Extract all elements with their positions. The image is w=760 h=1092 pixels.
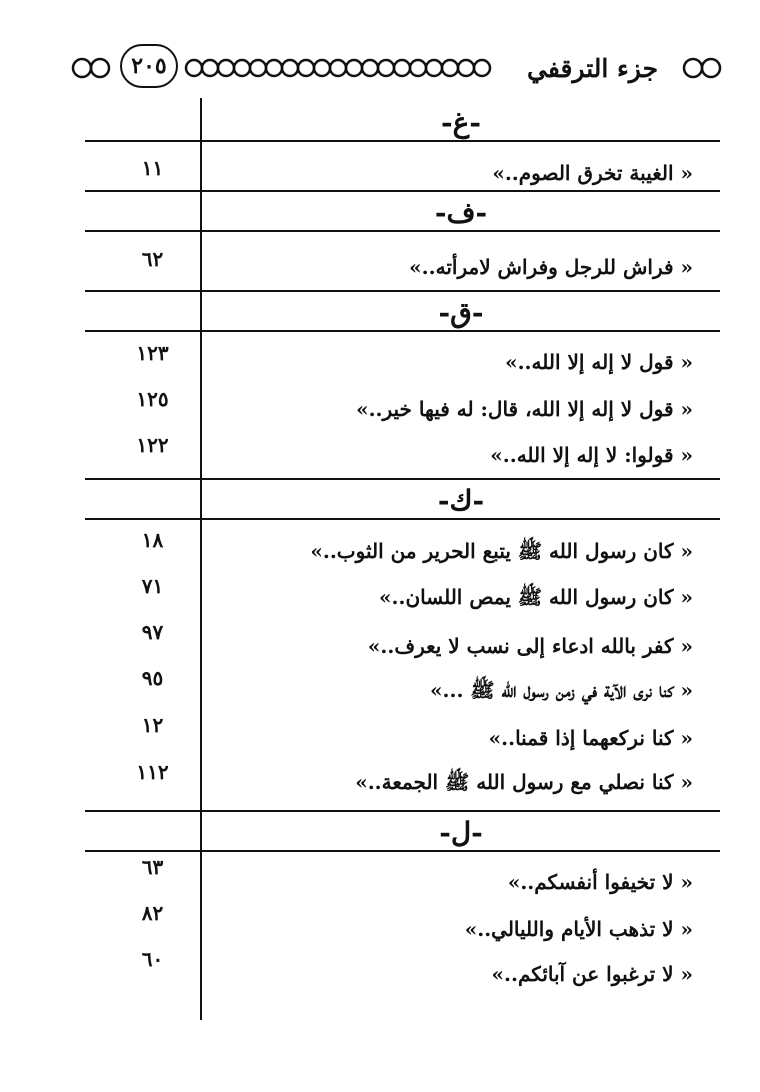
index-entry-page: ٩٥ bbox=[141, 666, 164, 690]
column-divider bbox=[200, 98, 202, 1020]
section-letter: -ف- bbox=[434, 195, 488, 229]
index-entry-text: « كنا نرى الآية في زمن رسول الله ﷺ ...» bbox=[430, 677, 693, 702]
row-divider bbox=[85, 810, 720, 812]
row-divider bbox=[85, 290, 720, 292]
section-letter: -غ- bbox=[441, 105, 481, 139]
index-entry-page: ١٢٢ bbox=[136, 433, 169, 457]
index-entry-text: « لا ترغبوا عن آبائكم..» bbox=[491, 962, 693, 986]
index-entry-page: ١٢٣ bbox=[136, 341, 169, 365]
index-entry-page: ١١ bbox=[141, 156, 164, 180]
index-entry-text: « لا تذهب الأيام والليالي..» bbox=[464, 917, 693, 941]
index-entry-text: « الغيبة تخرق الصوم..» bbox=[492, 161, 693, 185]
section-letter: -ق- bbox=[438, 295, 484, 329]
index-entry-text: « كان رسول الله ﷺ يمص اللسان..» bbox=[379, 584, 693, 609]
index-entry-page: ٦٠ bbox=[141, 947, 164, 971]
index-entry-text: « كفر بالله ادعاء إلى نسب لا يعرف..» bbox=[367, 634, 693, 658]
index-entry-text: « قولوا: لا إله إلا الله..» bbox=[490, 443, 693, 467]
index-entry-page: ١٢٥ bbox=[136, 387, 169, 411]
index-entry-page: ٦٣ bbox=[141, 855, 164, 879]
index-entry-text: « قول لا إله إلا الله..» bbox=[505, 350, 693, 374]
index-entry-page: ١٢ bbox=[141, 713, 164, 737]
index-entry-text: « كان رسول الله ﷺ يتبع الحرير من الثوب..» bbox=[310, 538, 693, 563]
index-entry-text: « كنا نركعهما إذا قمنا..» bbox=[488, 726, 693, 750]
index-entry-text: « كنا نصلي مع رسول الله ﷺ الجمعة..» bbox=[355, 769, 693, 794]
index-entry-page: ٩٧ bbox=[141, 620, 164, 644]
running-title: جزء الترقفي bbox=[526, 53, 659, 83]
index-entry-page: ١٨ bbox=[141, 528, 164, 552]
index-entry-text: « فراش للرجل وفراش لامرأته..» bbox=[409, 255, 693, 279]
section-letter: -ك- bbox=[437, 483, 485, 517]
index-entry-text: « لا تخيفوا أنفسكم..» bbox=[507, 870, 693, 894]
row-divider bbox=[85, 478, 720, 480]
page-number: ٢٠٥ bbox=[120, 44, 178, 88]
index-entry-page: ١١٢ bbox=[136, 760, 169, 784]
section-letter: -ل- bbox=[439, 815, 483, 849]
index-entry-page: ٨٢ bbox=[141, 901, 164, 925]
index-entry-page: ٦٢ bbox=[141, 247, 164, 271]
index-entry-page: ٧١ bbox=[141, 574, 164, 598]
index-entry-text: « قول لا إله إلا الله، قال: له فيها خير..» bbox=[356, 397, 693, 421]
